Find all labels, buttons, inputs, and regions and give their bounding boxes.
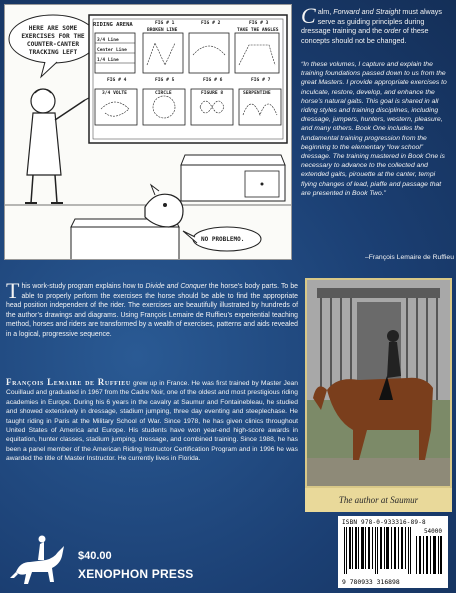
figure-name: CIRCLE [155, 91, 172, 96]
drop-cap: C [301, 3, 316, 28]
program-emphasis: Divide and Conquer [145, 283, 207, 290]
legend-item: Center Line [97, 48, 127, 53]
bio-text: grew up in France. He was first trained by Master Jean Couillaud and graduated in 1967 from the Cadre Noir, one of the oldest and most prestigious riding academies in Europe. During his 6 years in the cavalry at Saumur and Fontainebleau, he studied and showed extensively in dressage, stadium jumping, three day eventing and steeplechase. He taught riding in Paris at the Military School of War. Since 1978, he has given clinics throughout United States of America and Europe. His students have won year-end high-score awards in equitation, hunter classes, stadium jumping, dressage, and combined training. Since 1988, he has been a panel member of the American Riding Instructor Certification Program and in 1996 he was awarded the title of Master Instructor. He currently lives in Florida. [6, 380, 298, 463]
isbn-text: ISBN 978-0-933316-89-8 [342, 519, 426, 526]
intro-text: must always serve as guiding principles during dressage training and the [301, 7, 442, 35]
legend-item: 3/4 Line [97, 38, 119, 43]
program-text: his work-study program explains how to [21, 283, 146, 290]
figure-name: SERPENTINE [243, 91, 271, 96]
drop-cap: T [6, 278, 20, 303]
barcode-number: 9 780933 316898 [342, 578, 400, 586]
program-description [6, 278, 299, 339]
intro-emphasis: order [384, 26, 401, 35]
barcode-addon-bars [416, 536, 442, 574]
intro-text: alm, [317, 7, 334, 16]
figure-label: FIG # 3 [249, 21, 269, 26]
book-price: $40.00 [78, 550, 112, 562]
figure-label: FIG # 4 [107, 78, 127, 83]
figure-label: FIG # 6 [203, 78, 223, 83]
board-title: RIDING ARENA [93, 22, 133, 28]
author-name: François Lemaire de Ruffieu [6, 377, 131, 387]
author-photo [307, 280, 450, 486]
program-text: the horse’s body parts. To be able to properly perform the exercises the horse should be able to find the appropriate head position independent of the rider. The exercises are beautifully illustrated by hundreds of the author’s drawings and diagrams. Using François Lemaire de Ruffieu’s experiential teaching method, horses and riders are transformed by a wealth of exercises, patterns and aids revealed in a logical, progressive sequence. [6, 283, 299, 338]
author-bio [6, 378, 298, 464]
cartoon-illustration [4, 4, 292, 260]
legend-item: 1/4 Line [97, 58, 119, 63]
figure-label: FIG # 5 [155, 78, 175, 83]
quote-attribution: –François Lemaire de Ruffieu [364, 254, 454, 261]
author-quote: “In these volumes, I capture and explain the training foundations passed down to us from the great Masters. I provide appropriate exercises to inculcate, restore, develop, and enhance the horse’s natural gaits. This goal is shared in all riding styles and training disciplines, including dressage, jumpers, hunters, western, pleasure, and many others. Book One includes the fundamental training progression from the beginning to the elementary “low school” dressage. The training mastered in Book One is necessary to advance to the collected and extended gaits, pirouette at the canter, tempi flying changes of lead, piaffe and passage that are presented in Book Two.” [301, 61, 447, 197]
figure-name: TAKE THE ANGLES [237, 28, 279, 33]
horse-rider-logo [8, 532, 68, 590]
intro-paragraph [301, 3, 451, 45]
publisher-name: XENOPHON PRESS [78, 567, 194, 581]
photo-illustration [307, 280, 450, 486]
intro-text: of these concepts should not be changed. [301, 26, 429, 45]
figure-label: FIG # 2 [201, 21, 221, 26]
isbn-barcode [338, 516, 448, 588]
figure-name: FIGURE 8 [201, 91, 224, 96]
figure-label: FIG # 1 [155, 21, 175, 26]
author-photo-frame [305, 278, 452, 488]
figure-name: BROKEN LINE [147, 28, 178, 33]
price-code: 54000 [423, 528, 442, 535]
photo-caption: The author at Saumur [305, 488, 452, 512]
intro-emphasis: Forward and Straight [333, 7, 401, 16]
figure-name: 3/4 VOLTE [102, 91, 127, 96]
speech-bubble-text: HERE ARE SOME EXERCISES FOR THE COUNTER-CANTER TRACKING LEFT [21, 25, 85, 56]
figure-label: FIG # 7 [251, 78, 271, 83]
barcode-bars [344, 527, 412, 574]
reply-bubble-text: NO PROBLEMO. [201, 236, 245, 243]
